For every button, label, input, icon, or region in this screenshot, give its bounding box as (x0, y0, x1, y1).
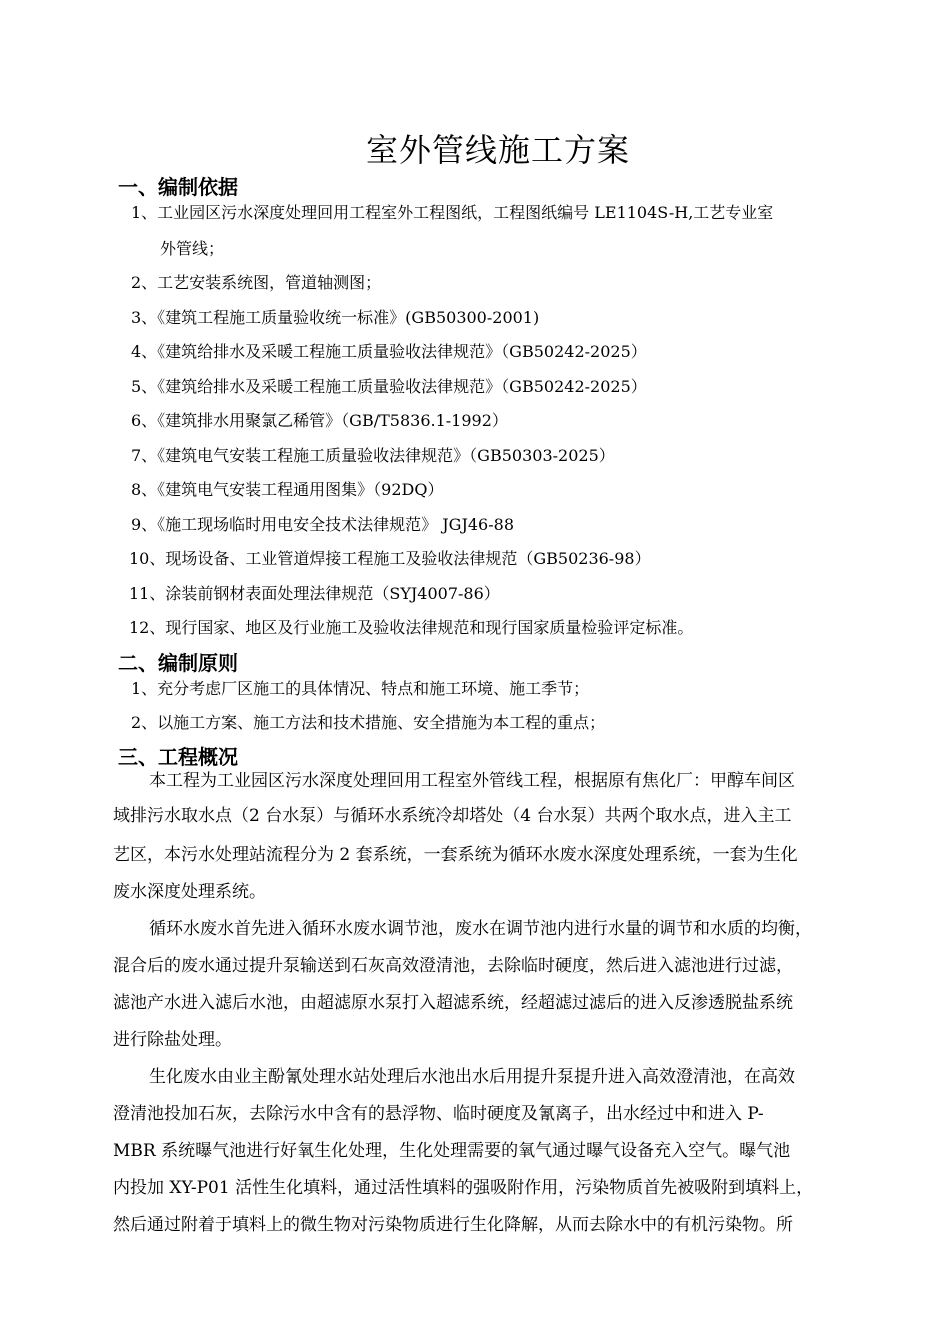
basis-item-1-continuation: 外管线； (160, 239, 225, 258)
section-heading-overview: 三、工程概况 (118, 745, 238, 769)
overview-paragraph-3-line-2: 澄清池投加石灰，去除污水中含有的悬浮物、临时硬度及氰离子，出水经过中和进入 P- (113, 1104, 764, 1124)
basis-item-10: 10、现场设备、工业管道焊接工程施工及验收法律规范（GB50236-98） (129, 549, 651, 568)
overview-paragraph-2-line-4: 进行除盐处理。 (113, 1030, 232, 1050)
overview-paragraph-2-line-2: 混合后的废水通过提升泵输送到石灰高效澄清池，去除临时硬度，然后进入滤池进行过滤， (113, 956, 793, 976)
basis-item-4: 4、《建筑给排水及采暖工程施工质量验收法律规范》（GB50242-2025） (131, 342, 647, 361)
basis-item-3: 3、《建筑工程施工质量验收统一标准》(GB50300-2001) (131, 308, 540, 327)
basis-item-6: 6、《建筑排水用聚氯乙稀管》（GB/T5836.1-1992） (131, 411, 508, 430)
basis-item-9: 9、《施工现场临时用电安全技术法律规范》 JGJ46-88 (131, 515, 515, 534)
overview-paragraph-3-line-4: 内投加 XY-P01 活性生化填料，通过活性填料的强吸附作用，污染物质首先被吸附到填料上， (113, 1178, 814, 1198)
overview-paragraph-1-line-1: 本工程为工业园区污水深度处理回用工程室外管线工程，根据原有焦化厂：甲醇车间区 (149, 771, 795, 791)
principle-item-1: 1、充分考虑厂区施工的具体情况、特点和施工环境、施工季节； (131, 679, 590, 698)
principle-item-2: 2、以施工方案、施工方法和技术措施、安全措施为本工程的重点； (131, 713, 606, 732)
basis-item-7: 7、《建筑电气安装工程施工质量验收法律规范》（GB50303-2025） (131, 446, 615, 465)
section-heading-principles: 二、编制原则 (118, 651, 238, 675)
overview-paragraph-2-line-1: 循环水废水首先进入循环水废水调节池，废水在调节池内进行水量的调节和水质的均衡， (149, 919, 812, 939)
overview-paragraph-3-line-1: 生化废水由业主酚氰处理水站处理后水池出水后用提升泵提升进入高效澄清池，在高效 (149, 1067, 795, 1087)
basis-item-12: 12、现行国家、地区及行业施工及验收法律规范和现行国家质量检验评定标准。 (129, 618, 694, 637)
overview-paragraph-1-line-4: 废水深度处理系统。 (113, 882, 266, 902)
document-title: 室外管线施工方案 (365, 131, 630, 169)
basis-item-11: 11、涂装前钢材表面处理法律规范（SYJ4007-86） (129, 584, 500, 603)
overview-paragraph-1-line-3: 艺区，本污水处理站流程分为 2 套系统，一套系统为循环水废水深度处理系统，一套为生化 (113, 845, 798, 865)
basis-item-8: 8、《建筑电气安装工程通用图集》（92DQ） (131, 480, 444, 499)
overview-paragraph-1-line-2: 域排污水取水点（2 台水泵）与循环水系统冷却塔处（4 台水泵）共两个取水点，进入主工 (113, 806, 792, 826)
overview-paragraph-2-line-3: 滤池产水进入滤后水池，由超滤原水泵打入超滤系统，经超滤过滤后的进入反渗透脱盐系统 (113, 993, 793, 1013)
basis-item-2: 2、工艺安装系统图，管道轴测图； (131, 273, 382, 292)
overview-paragraph-3-line-3: MBR 系统曝气池进行好氧生化处理，生化处理需要的氧气通过曝气设备充入空气。曝气池 (113, 1141, 791, 1161)
basis-item-5: 5、《建筑给排水及采暖工程施工质量验收法律规范》（GB50242-2025） (131, 377, 647, 396)
basis-item-1: 1、工业园区污水深度处理回用工程室外工程图纸，工程图纸编号 LE1104S-H,工艺专业室 (131, 203, 774, 222)
section-heading-basis: 一、编制依据 (118, 175, 238, 199)
overview-paragraph-3-line-5: 然后通过附着于填料上的微生物对污染物质进行生化降解，从而去除水中的有机污染物。所 (113, 1215, 793, 1235)
